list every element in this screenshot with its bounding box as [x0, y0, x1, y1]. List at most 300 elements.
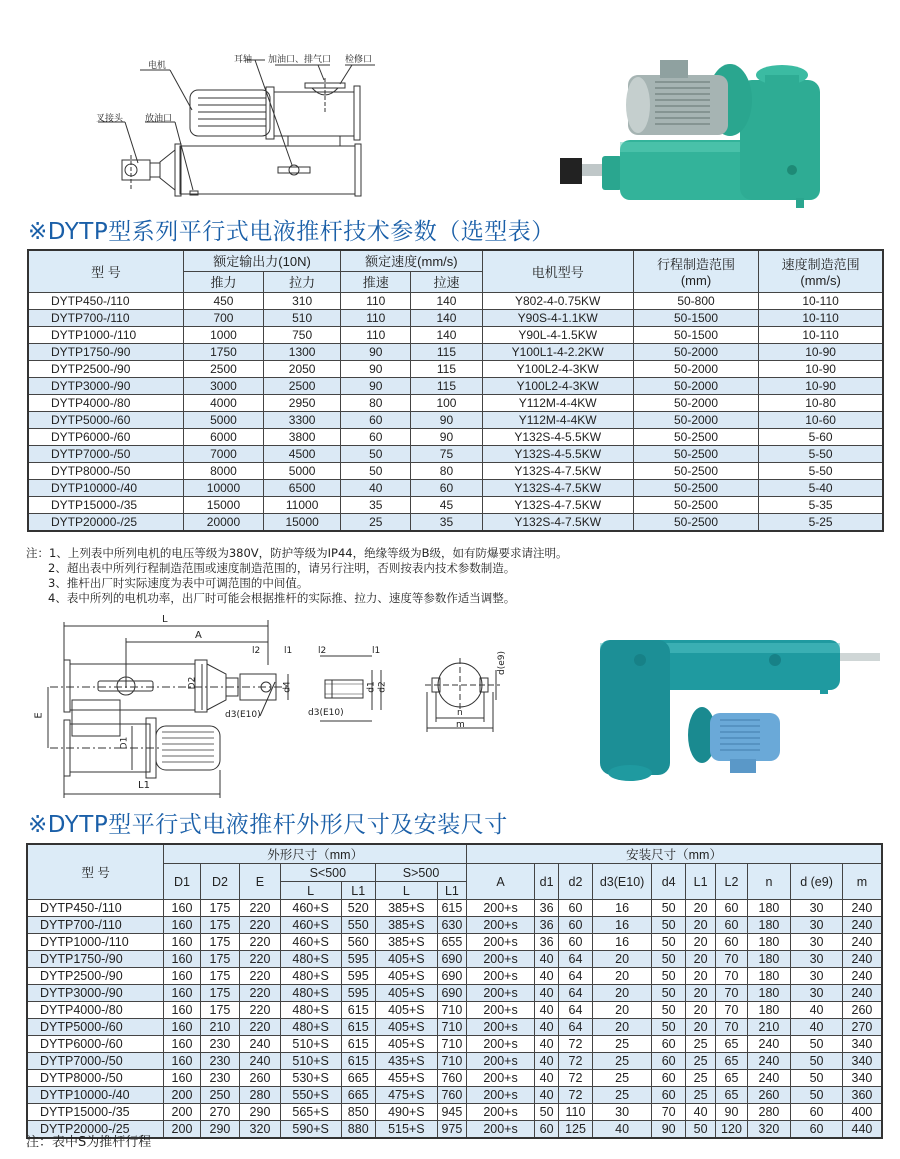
dim-label-A: A: [195, 630, 202, 641]
value-cell: 60: [559, 934, 592, 951]
value-cell: 700: [183, 309, 263, 326]
value-cell: 20: [592, 1019, 652, 1036]
table-row: [28, 462, 883, 479]
value-cell: 65: [716, 1036, 747, 1053]
value-cell: 240: [842, 985, 882, 1002]
header-d2: d2: [559, 864, 592, 900]
value-cell: 405+S: [375, 985, 437, 1002]
value-cell: 100: [411, 394, 482, 411]
value-cell: 6500: [264, 479, 341, 496]
value-cell: Y100L2-4-3KW: [482, 360, 633, 377]
value-cell: 40: [534, 1087, 558, 1104]
model-cell: DYTP6000-/60: [28, 428, 183, 445]
selection-table-body: [28, 292, 883, 531]
value-cell: 240: [842, 934, 882, 951]
value-cell: 200+s: [467, 985, 535, 1002]
value-cell: 50: [652, 934, 685, 951]
model-cell: DYTP3000-/90: [27, 985, 164, 1002]
value-cell: 125: [559, 1121, 592, 1139]
value-cell: 10-80: [759, 394, 883, 411]
label-trunnion: 耳轴: [234, 55, 253, 65]
model-cell: DYTP10000-/40: [28, 479, 183, 496]
value-cell: 110: [341, 326, 411, 343]
value-cell: 20000: [183, 513, 263, 531]
model-cell: DYTP5000-/60: [28, 411, 183, 428]
value-cell: 220: [240, 968, 281, 985]
value-cell: 175: [200, 985, 240, 1002]
value-cell: 200+s: [467, 1121, 535, 1139]
value-cell: 60: [791, 1121, 843, 1139]
header-D2: D2: [200, 864, 240, 900]
value-cell: 60: [341, 428, 411, 445]
value-cell: Y100L1-4-2.2KW: [482, 343, 633, 360]
value-cell: 30: [791, 951, 843, 968]
dim-label-l1-fork: l1: [372, 646, 381, 656]
model-cell: DYTP7000-/50: [28, 445, 183, 462]
value-cell: 200+s: [467, 934, 535, 951]
model-cell: DYTP15000-/35: [27, 1104, 164, 1121]
table-row: [27, 985, 882, 1002]
value-cell: 7000: [183, 445, 263, 462]
value-cell: 615: [341, 1019, 375, 1036]
value-cell: 72: [559, 1070, 592, 1087]
value-cell: 20: [685, 934, 715, 951]
value-cell: 250: [200, 1087, 240, 1104]
value-cell: 60: [652, 1087, 685, 1104]
dim-label-D1: D1: [119, 736, 130, 750]
dimension-drawing: [0, 610, 520, 800]
value-cell: Y112M-4-4KW: [482, 411, 633, 428]
value-cell: 710: [437, 1019, 466, 1036]
header-install-L1: L1: [685, 864, 715, 900]
notes-block: [26, 546, 567, 606]
value-cell: 4000: [183, 394, 263, 411]
table-row: [27, 1053, 882, 1070]
actuator-schematic-icon: [0, 0, 420, 200]
value-cell: 115: [411, 377, 482, 394]
value-cell: 975: [437, 1121, 466, 1139]
table-row: [28, 496, 883, 513]
dim-label-m: m: [456, 720, 465, 730]
value-cell: Y112M-4-4KW: [482, 394, 633, 411]
model-cell: DYTP4000-/80: [28, 394, 183, 411]
model-cell: DYTP6000-/60: [27, 1036, 164, 1053]
header-pull-force: 拉力: [264, 271, 341, 292]
value-cell: 405+S: [375, 1019, 437, 1036]
value-cell: 1300: [264, 343, 341, 360]
header-install-L2: L2: [716, 864, 747, 900]
value-cell: 180: [747, 951, 791, 968]
value-cell: 64: [559, 951, 592, 968]
value-cell: 50: [791, 1070, 843, 1087]
value-cell: 40: [534, 1070, 558, 1087]
value-cell: 10-90: [759, 377, 883, 394]
dim-label-l2-fork: l2: [318, 646, 327, 656]
value-cell: 90: [341, 360, 411, 377]
value-cell: 30: [592, 1104, 652, 1121]
header-pull-speed: 拉速: [411, 271, 482, 292]
value-cell: 20: [685, 900, 715, 917]
value-cell: 200+s: [467, 1036, 535, 1053]
value-cell: 36: [534, 900, 558, 917]
value-cell: 515+S: [375, 1121, 437, 1139]
value-cell: 615: [341, 1036, 375, 1053]
value-cell: Y132S-4-5.5KW: [482, 428, 633, 445]
value-cell: 50-2500: [633, 496, 758, 513]
value-cell: 90: [716, 1104, 747, 1121]
table-row: [27, 1019, 882, 1036]
value-cell: Y90S-4-1.1KW: [482, 309, 633, 326]
value-cell: 50-2000: [633, 394, 758, 411]
value-cell: 200+s: [467, 951, 535, 968]
value-cell: 1750: [183, 343, 263, 360]
value-cell: 72: [559, 1036, 592, 1053]
value-cell: 40: [592, 1121, 652, 1139]
value-cell: 5-60: [759, 428, 883, 445]
model-cell: DYTP20000-/25: [28, 513, 183, 531]
value-cell: 880: [341, 1121, 375, 1139]
table-row: [28, 445, 883, 462]
value-cell: 320: [240, 1121, 281, 1139]
section1-title: ※DYTP型系列平行式电液推杆技术参数（选型表）: [28, 219, 555, 245]
value-cell: 1000: [183, 326, 263, 343]
value-cell: 160: [164, 968, 200, 985]
value-cell: 10000: [183, 479, 263, 496]
value-cell: 25: [592, 1053, 652, 1070]
value-cell: 180: [747, 900, 791, 917]
value-cell: 50: [791, 1053, 843, 1070]
value-cell: 475+S: [375, 1087, 437, 1104]
value-cell: Y132S-4-7.5KW: [482, 462, 633, 479]
value-cell: 16: [592, 900, 652, 917]
value-cell: 25: [685, 1070, 715, 1087]
value-cell: 16: [592, 917, 652, 934]
value-cell: 760: [437, 1087, 466, 1104]
value-cell: 10-110: [759, 326, 883, 343]
value-cell: 50: [685, 1121, 715, 1139]
model-cell: DYTP2500-/90: [27, 968, 164, 985]
value-cell: 595: [341, 968, 375, 985]
value-cell: 25: [685, 1036, 715, 1053]
value-cell: 80: [341, 394, 411, 411]
value-cell: 10-60: [759, 411, 883, 428]
value-cell: 3300: [264, 411, 341, 428]
value-cell: 70: [716, 968, 747, 985]
table-row: [28, 479, 883, 496]
dim-label-L1: L1: [138, 780, 150, 791]
value-cell: 595: [341, 951, 375, 968]
table-row: [28, 343, 883, 360]
value-cell: 15000: [264, 513, 341, 531]
value-cell: 65: [716, 1053, 747, 1070]
value-cell: 480+S: [280, 1019, 341, 1036]
value-cell: 90: [341, 343, 411, 360]
dimensions-table-body: [27, 900, 882, 1139]
value-cell: 175: [200, 934, 240, 951]
value-cell: 50: [652, 1019, 685, 1036]
value-cell: 60: [341, 411, 411, 428]
value-cell: 280: [747, 1104, 791, 1121]
dim-label-n: n: [457, 708, 463, 718]
value-cell: 230: [200, 1036, 240, 1053]
value-cell: 460+S: [280, 934, 341, 951]
value-cell: 10-110: [759, 292, 883, 309]
value-cell: 240: [747, 1070, 791, 1087]
value-cell: 230: [200, 1053, 240, 1070]
value-cell: 80: [411, 462, 482, 479]
value-cell: 175: [200, 968, 240, 985]
value-cell: Y802-4-0.75KW: [482, 292, 633, 309]
value-cell: 160: [164, 1070, 200, 1087]
value-cell: 565+S: [280, 1104, 341, 1121]
value-cell: 710: [437, 1036, 466, 1053]
actuator-photo-bottom: [580, 625, 890, 785]
value-cell: 260: [240, 1070, 281, 1087]
value-cell: 20: [592, 985, 652, 1002]
note-1: 注：1、上列表中所列电机的电压等级为380V，防护等级为IP44，绝缘等级为B级，如有防爆要求请注明。: [26, 546, 568, 560]
value-cell: 460+S: [280, 917, 341, 934]
value-cell: 200+s: [467, 1019, 535, 1036]
value-cell: 40: [534, 1036, 558, 1053]
value-cell: 180: [747, 968, 791, 985]
value-cell: 64: [559, 1002, 592, 1019]
value-cell: 50-2000: [633, 343, 758, 360]
value-cell: 180: [747, 1002, 791, 1019]
value-cell: 240: [240, 1036, 281, 1053]
value-cell: 40: [791, 1019, 843, 1036]
value-cell: 25: [592, 1087, 652, 1104]
value-cell: 3000: [183, 377, 263, 394]
value-cell: 240: [240, 1053, 281, 1070]
table-row: [27, 1070, 882, 1087]
value-cell: 36: [534, 934, 558, 951]
value-cell: 50-2000: [633, 377, 758, 394]
value-cell: 160: [164, 934, 200, 951]
value-cell: 175: [200, 1002, 240, 1019]
actuator-photo-icon: [560, 30, 880, 210]
value-cell: 64: [559, 985, 592, 1002]
model-cell: DYTP8000-/50: [27, 1070, 164, 1087]
value-cell: 405+S: [375, 968, 437, 985]
header-d-e9: d (e9): [791, 864, 843, 900]
header-rated-speed: 额定速度(mm/s): [341, 250, 482, 271]
value-cell: 460+S: [280, 900, 341, 917]
value-cell: 5-35: [759, 496, 883, 513]
header-L-gt: L: [375, 882, 437, 900]
label-oil-drain: 放油口: [145, 114, 173, 124]
model-cell: DYTP3000-/90: [28, 377, 183, 394]
value-cell: 160: [164, 1002, 200, 1019]
value-cell: 200: [164, 1121, 200, 1139]
label-motor: 电机: [148, 61, 167, 71]
value-cell: 220: [240, 900, 281, 917]
value-cell: 160: [164, 1053, 200, 1070]
value-cell: 560: [341, 934, 375, 951]
value-cell: 90: [411, 411, 482, 428]
value-cell: 550: [341, 917, 375, 934]
table-row: [27, 1002, 882, 1019]
header-D1: D1: [164, 864, 200, 900]
dim-label-d4: d4: [282, 681, 293, 693]
actuator-photo-icon: [580, 625, 890, 785]
value-cell: 200+s: [467, 1053, 535, 1070]
value-cell: 25: [592, 1070, 652, 1087]
value-cell: 510+S: [280, 1036, 341, 1053]
value-cell: 590+S: [280, 1121, 341, 1139]
value-cell: 25: [341, 513, 411, 531]
value-cell: 10-90: [759, 343, 883, 360]
dimension-schematic-icon: [0, 610, 520, 800]
header-E: E: [240, 864, 281, 900]
label-inspection-port: 检修口: [345, 55, 373, 65]
header-install-dims: 安装尺寸（mm）: [467, 844, 882, 864]
value-cell: 70: [716, 1019, 747, 1036]
note-4: 4、表中所列的电机功率，出厂时可能会根据推杆的实际推、拉力、速度等参数作适当调整。: [48, 591, 516, 605]
value-cell: 180: [747, 934, 791, 951]
value-cell: 175: [200, 951, 240, 968]
value-cell: 490+S: [375, 1104, 437, 1121]
value-cell: 50: [652, 985, 685, 1002]
value-cell: 260: [747, 1087, 791, 1104]
value-cell: 90: [341, 377, 411, 394]
value-cell: Y100L2-4-3KW: [482, 377, 633, 394]
value-cell: 15000: [183, 496, 263, 513]
value-cell: 50: [652, 900, 685, 917]
value-cell: 710: [437, 1053, 466, 1070]
table-row: [27, 1036, 882, 1053]
table-row: [28, 513, 883, 531]
value-cell: 115: [411, 360, 482, 377]
value-cell: 40: [341, 479, 411, 496]
model-cell: DYTP8000-/50: [28, 462, 183, 479]
value-cell: 50: [652, 951, 685, 968]
section2-title: ※DYTP型平行式电液推杆外形尺寸及安装尺寸: [28, 812, 508, 838]
value-cell: 510: [264, 309, 341, 326]
value-cell: 550+S: [280, 1087, 341, 1104]
model-cell: DYTP700-/110: [27, 917, 164, 934]
value-cell: 440: [842, 1121, 882, 1139]
value-cell: 665: [341, 1087, 375, 1104]
value-cell: 20: [685, 1002, 715, 1019]
note-3: 3、推杆出厂时实际速度为表中可调范围的中间值。: [48, 576, 309, 590]
header-s-lt-500: S<500: [280, 864, 375, 882]
actuator-photo-top: [560, 30, 880, 210]
value-cell: 160: [164, 917, 200, 934]
value-cell: 40: [534, 951, 558, 968]
value-cell: 90: [652, 1121, 685, 1139]
value-cell: 45: [411, 496, 482, 513]
value-cell: 110: [341, 309, 411, 326]
table-row: [28, 360, 883, 377]
value-cell: 240: [842, 951, 882, 968]
value-cell: 240: [842, 917, 882, 934]
value-cell: 75: [411, 445, 482, 462]
value-cell: 11000: [264, 496, 341, 513]
dim-label-d3-fork: d3(E10): [308, 708, 344, 718]
value-cell: 160: [164, 985, 200, 1002]
value-cell: 615: [341, 1002, 375, 1019]
value-cell: 615: [437, 900, 466, 917]
value-cell: 60: [652, 1036, 685, 1053]
top-schematic-drawing: [0, 0, 420, 200]
table-row: [28, 411, 883, 428]
value-cell: 240: [842, 968, 882, 985]
value-cell: 5000: [264, 462, 341, 479]
value-cell: 50-2500: [633, 462, 758, 479]
table-row: [27, 934, 882, 951]
value-cell: 50-2000: [633, 360, 758, 377]
value-cell: 240: [747, 1036, 791, 1053]
model-cell: DYTP450-/110: [28, 292, 183, 309]
table-row: [28, 428, 883, 445]
table-row: [28, 377, 883, 394]
header-speed-range-label: 速度制造范围: [781, 257, 860, 273]
value-cell: 50-2000: [633, 411, 758, 428]
value-cell: 140: [411, 326, 482, 343]
value-cell: 240: [842, 900, 882, 917]
value-cell: Y90L-4-1.5KW: [482, 326, 633, 343]
table-row: [28, 394, 883, 411]
value-cell: 40: [534, 985, 558, 1002]
value-cell: 64: [559, 968, 592, 985]
value-cell: 290: [240, 1104, 281, 1121]
value-cell: 615: [341, 1053, 375, 1070]
value-cell: 25: [685, 1053, 715, 1070]
value-cell: 210: [747, 1019, 791, 1036]
value-cell: 665: [341, 1070, 375, 1087]
header-motor-model: 电机型号: [482, 250, 633, 292]
value-cell: 200+s: [467, 1087, 535, 1104]
value-cell: 240: [747, 1053, 791, 1070]
header-rated-force: 额定输出力(10N): [183, 250, 340, 271]
value-cell: 340: [842, 1070, 882, 1087]
model-cell: DYTP450-/110: [27, 900, 164, 917]
value-cell: 760: [437, 1070, 466, 1087]
value-cell: 595: [341, 985, 375, 1002]
value-cell: 50: [791, 1036, 843, 1053]
value-cell: 160: [164, 951, 200, 968]
value-cell: 40: [534, 1053, 558, 1070]
value-cell: 290: [200, 1121, 240, 1139]
value-cell: 160: [164, 1036, 200, 1053]
value-cell: 40: [685, 1104, 715, 1121]
value-cell: 2950: [264, 394, 341, 411]
value-cell: 50: [341, 445, 411, 462]
value-cell: 2500: [183, 360, 263, 377]
dim-label-D2: D2: [187, 676, 198, 690]
value-cell: 385+S: [375, 917, 437, 934]
value-cell: 2500: [264, 377, 341, 394]
value-cell: 110: [559, 1104, 592, 1121]
value-cell: 630: [437, 917, 466, 934]
value-cell: 50-1500: [633, 309, 758, 326]
value-cell: 710: [437, 1002, 466, 1019]
value-cell: 16: [592, 934, 652, 951]
value-cell: 200+s: [467, 917, 535, 934]
value-cell: 850: [341, 1104, 375, 1121]
model-cell: DYTP10000-/40: [27, 1087, 164, 1104]
value-cell: 25: [592, 1036, 652, 1053]
value-cell: 520: [341, 900, 375, 917]
value-cell: 200: [164, 1087, 200, 1104]
header-L1-gt: L1: [437, 882, 466, 900]
value-cell: 20: [685, 985, 715, 1002]
value-cell: 20: [592, 951, 652, 968]
dim-label-d2: d2: [377, 681, 388, 693]
value-cell: 40: [534, 968, 558, 985]
table-row: [27, 917, 882, 934]
header-speed-range: [759, 250, 883, 292]
